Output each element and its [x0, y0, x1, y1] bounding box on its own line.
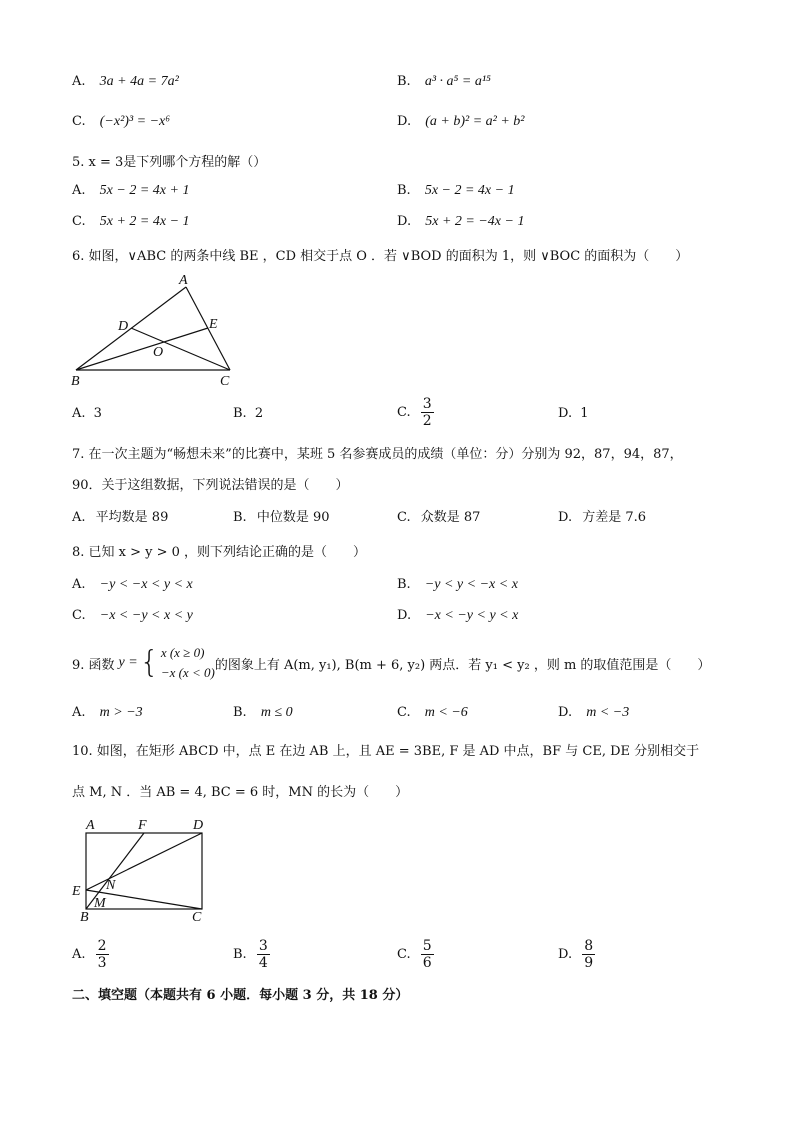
option-label: B. [397, 577, 411, 592]
q5-stem: 5. x = 3是下列哪个方程的解（） [72, 155, 267, 170]
label-c: C [220, 374, 230, 389]
segment-ed [86, 833, 202, 890]
option-label: C. [72, 608, 86, 623]
numerator: 8 [584, 938, 594, 954]
option-expression: 5x − 2 = 4x + 1 [99, 183, 190, 198]
option-expression: −x < −y < x < y [99, 608, 193, 623]
option-expression: a³ · a⁵ = a¹⁵ [424, 74, 491, 89]
option-label: B. [397, 183, 411, 198]
median-be [76, 328, 208, 370]
option-label: C. [72, 114, 86, 129]
q10-option-c [397, 938, 434, 971]
label-d: D [118, 319, 129, 334]
q5-option-b [397, 183, 515, 199]
q9-option-b [233, 705, 293, 721]
option-value: 1 [580, 406, 589, 421]
option-text: 方差是 7.6 [582, 510, 647, 525]
triangle-figure [68, 270, 243, 390]
q6-option-b [233, 406, 263, 421]
option-label: A. [72, 510, 86, 525]
option-label: C. [397, 405, 411, 420]
option-value: 3 [93, 406, 102, 421]
option-label: D. [397, 608, 412, 623]
numerator: 3 [258, 938, 268, 954]
denominator: 4 [258, 955, 268, 971]
section-heading: 二、填空题（本题共有 6 小题．每小题 3 分，共 18 分） [72, 988, 409, 1003]
label-o: O [153, 345, 164, 360]
q4-option-d [397, 114, 525, 130]
option-label: A. [72, 577, 86, 592]
option-label: D. [397, 214, 412, 229]
option-label: A. [72, 705, 86, 720]
option-label: C. [397, 947, 411, 962]
option-text: 平均数是 89 [95, 510, 169, 525]
q6-option-d [558, 406, 589, 421]
q4-option-b [397, 74, 491, 90]
q9-option-a [72, 705, 143, 721]
option-text: 众数是 87 [420, 510, 481, 525]
option-expression: m < −6 [424, 705, 468, 720]
option-label: A. [72, 183, 86, 198]
denominator: 3 [97, 955, 107, 971]
label-c: C [192, 910, 202, 925]
option-expression: m < −3 [586, 705, 630, 720]
case-1: x (x ≥ 0) [160, 645, 205, 660]
option-label: D. [558, 406, 573, 421]
numerator: 3 [422, 396, 432, 412]
label-n: N [106, 878, 116, 893]
label-m: M [94, 896, 106, 911]
case-2: −x (x < 0) [160, 665, 215, 680]
label-e: E [72, 884, 81, 899]
q9-option-d [558, 705, 629, 721]
fraction [421, 938, 434, 971]
option-label: C. [72, 214, 86, 229]
option-expression: (a + b)² = a² + b² [425, 114, 525, 129]
piecewise-cases [161, 643, 215, 683]
brace-icon: { [139, 645, 159, 680]
q8-option-c [72, 608, 193, 624]
denominator: 9 [584, 955, 594, 971]
q7-option-d [558, 506, 646, 525]
option-expression: −x < −y < y < x [425, 608, 519, 623]
fraction [96, 938, 109, 971]
q4-option-a [72, 74, 179, 90]
option-label: D. [558, 510, 573, 525]
q8-stem: 8. 已知 x > y > 0 ，则下列结论正确的是（ ） [72, 545, 367, 560]
q6-option-a [72, 406, 102, 421]
q7-option-c [397, 506, 480, 525]
option-value: 2 [254, 406, 264, 421]
q6-option-c [397, 396, 434, 429]
q7-option-a [72, 506, 168, 525]
label-e: E [209, 317, 218, 332]
option-label: D. [558, 947, 573, 962]
option-expression: 5x + 2 = 4x − 1 [99, 214, 190, 229]
q8-option-d [397, 608, 518, 624]
option-label: A. [72, 947, 86, 962]
q10-option-a [72, 938, 109, 971]
option-expression: 3a + 4a = 7a² [99, 74, 179, 89]
option-label: B. [233, 947, 247, 962]
fraction [582, 938, 595, 971]
option-label: B. [233, 705, 247, 720]
fraction [421, 396, 434, 429]
option-expression: m > −3 [99, 705, 143, 720]
numerator: 2 [97, 938, 107, 954]
q5-option-d [397, 214, 524, 230]
q6-stem: 6. 如图，∨ABC 的两条中线 BE ，CD 相交于点 O ．若 ∨BOD 的面积为 1，则 ∨BOC 的面积为（ ） [72, 249, 689, 264]
label-a: A [179, 273, 188, 288]
option-expression: 5x − 2 = 4x − 1 [424, 183, 515, 198]
q9-suffix: 的图象上有 A(m, y₁), B(m + 6, y₂) 两点．若 y₁ < y₂ ，则 m 的取值范围是（ ） [214, 657, 711, 673]
option-expression: 5x + 2 = −4x − 1 [425, 214, 525, 229]
label-a: A [86, 818, 95, 833]
label-b: B [80, 910, 89, 925]
label-b: B [71, 374, 80, 389]
option-label: A. [72, 74, 86, 89]
q8-option-b [397, 577, 518, 593]
q10-stem-line1: 10. 如图，在矩形 ABCD 中，点 E 在边 AB 上，且 AE = 3BE, F 是 AD 中点，BF 与 CE, DE 分别相交于 [72, 744, 700, 759]
option-label: A. [72, 406, 86, 421]
q7-stem-line2: 90．关于这组数据，下列说法错误的是（ ） [72, 478, 349, 493]
rectangle-figure [68, 815, 218, 925]
label-d: D [193, 818, 204, 833]
option-label: B. [233, 510, 247, 525]
q5-option-c [72, 214, 190, 230]
q10-option-d [558, 938, 595, 971]
option-label: C. [397, 510, 411, 525]
q9-option-c [397, 705, 468, 721]
numerator: 5 [422, 938, 432, 954]
denominator: 6 [422, 955, 432, 971]
q9-function-name: y = [118, 655, 138, 670]
denominator: 2 [422, 413, 432, 429]
option-label: B. [233, 406, 247, 421]
option-label: B. [397, 74, 411, 89]
q9-prefix: 9. 函数 [72, 657, 115, 673]
q10-stem-line2: 点 M, N ．当 AB = 4, BC = 6 时，MN 的长为（ ） [72, 785, 409, 800]
option-expression: −y < −x < y < x [99, 577, 193, 592]
q7-stem-line1: 7. 在一次主题为“畅想未来”的比赛中，某班 5 名参赛成员的成绩（单位：分）分别为 92，87，94，87， [72, 447, 683, 462]
q9-stem [72, 643, 710, 683]
option-expression: (−x²)³ = −x⁶ [99, 114, 171, 129]
label-f: F [138, 818, 147, 833]
q5-option-a [72, 183, 189, 199]
median-cd [131, 328, 230, 370]
q8-option-a [72, 577, 193, 593]
option-label: C. [397, 705, 411, 720]
q4-option-c [72, 114, 170, 130]
option-text: 中位数是 90 [256, 510, 330, 525]
fraction [257, 938, 270, 971]
option-label: D. [397, 114, 412, 129]
q10-option-b [233, 938, 270, 971]
option-label: D. [558, 705, 573, 720]
option-expression: m ≤ 0 [260, 705, 293, 720]
option-expression: −y < y < −x < x [424, 577, 518, 592]
q7-option-b [233, 506, 330, 525]
